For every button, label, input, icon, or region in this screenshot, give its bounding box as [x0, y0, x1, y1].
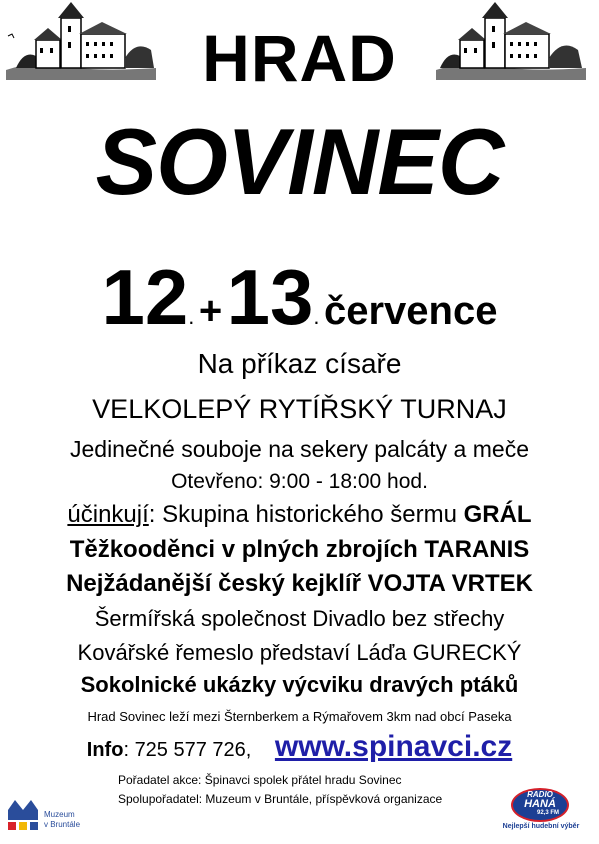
performer-6: Sokolnické ukázky výcviku dravých ptáků — [80, 672, 519, 697]
performer-5: Kovářské řemeslo představí Láďa GURECKÝ — [77, 640, 522, 665]
event-dates: 12. + 13. července — [101, 253, 498, 341]
radio-slogan: Nejlepší hudební výběr — [502, 823, 580, 830]
performers-label: účinkují — [67, 501, 149, 528]
radio-name-line2: HANÁ — [524, 798, 556, 810]
museum-logo — [6, 796, 116, 836]
website-link[interactable]: www.spinavci.cz — [274, 730, 513, 763]
performer-1: účinkují: Skupina historického šermu GRÁL — [67, 501, 532, 528]
radio-name-line1: RADIO — [527, 790, 553, 799]
radio-hana-logo — [497, 788, 585, 834]
performer-1-name: GRÁL — [463, 501, 532, 528]
date-month: července — [324, 289, 498, 333]
info-line: Info: 725 577 726, www.spinavci.cz — [86, 730, 513, 763]
organizer-line: Pořadatel akce: Špinavci spolek přátel hradu Sovinec — [118, 773, 402, 787]
performer-2: Těžkooděnci v plných zbrojích TARANIS — [69, 536, 530, 563]
date-day-1: 12 — [101, 253, 189, 341]
performer-4: Šermířská společnost Divadlo bez střechy — [94, 606, 505, 631]
line-duels: Jedinečné souboje na sekery palcáty a meče — [69, 436, 529, 462]
museum-name-line2: v Bruntále — [44, 820, 81, 829]
radio-frequency: 92,3 FM — [537, 810, 560, 816]
location-note: Hrad Sovinec leží mezi Šternberkem a Rýmařovem 3km nad obcí Paseka — [87, 709, 512, 724]
organizers — [118, 771, 442, 809]
title-hrad: HRAD — [202, 21, 397, 95]
info-phone: 725 577 726, — [134, 739, 252, 761]
line-opening-hours: Otevřeno: 9:00 - 18:00 hod. — [171, 470, 428, 493]
performer-3: Nejžádanější český kejklíř VOJTA VRTEK — [66, 570, 533, 597]
performer-1-text: Skupina historického šermu — [162, 501, 457, 528]
line-tournament: VELKOLEPÝ RYTÍŘSKÝ TURNAJ — [92, 394, 507, 424]
info-label: Info — [86, 739, 124, 761]
museum-logo-icon — [6, 796, 40, 832]
museum-name-line1: Muzeum — [44, 810, 75, 819]
title-sovinec: SOVINEC — [95, 109, 504, 214]
date-plus: + — [198, 289, 223, 333]
date-day-2: 13 — [226, 253, 314, 341]
co-organizer-line: Spolupořadatel: Muzeum v Bruntále, příspěvková organizace — [118, 792, 443, 806]
line-emperor: Na příkaz císaře — [197, 348, 402, 379]
